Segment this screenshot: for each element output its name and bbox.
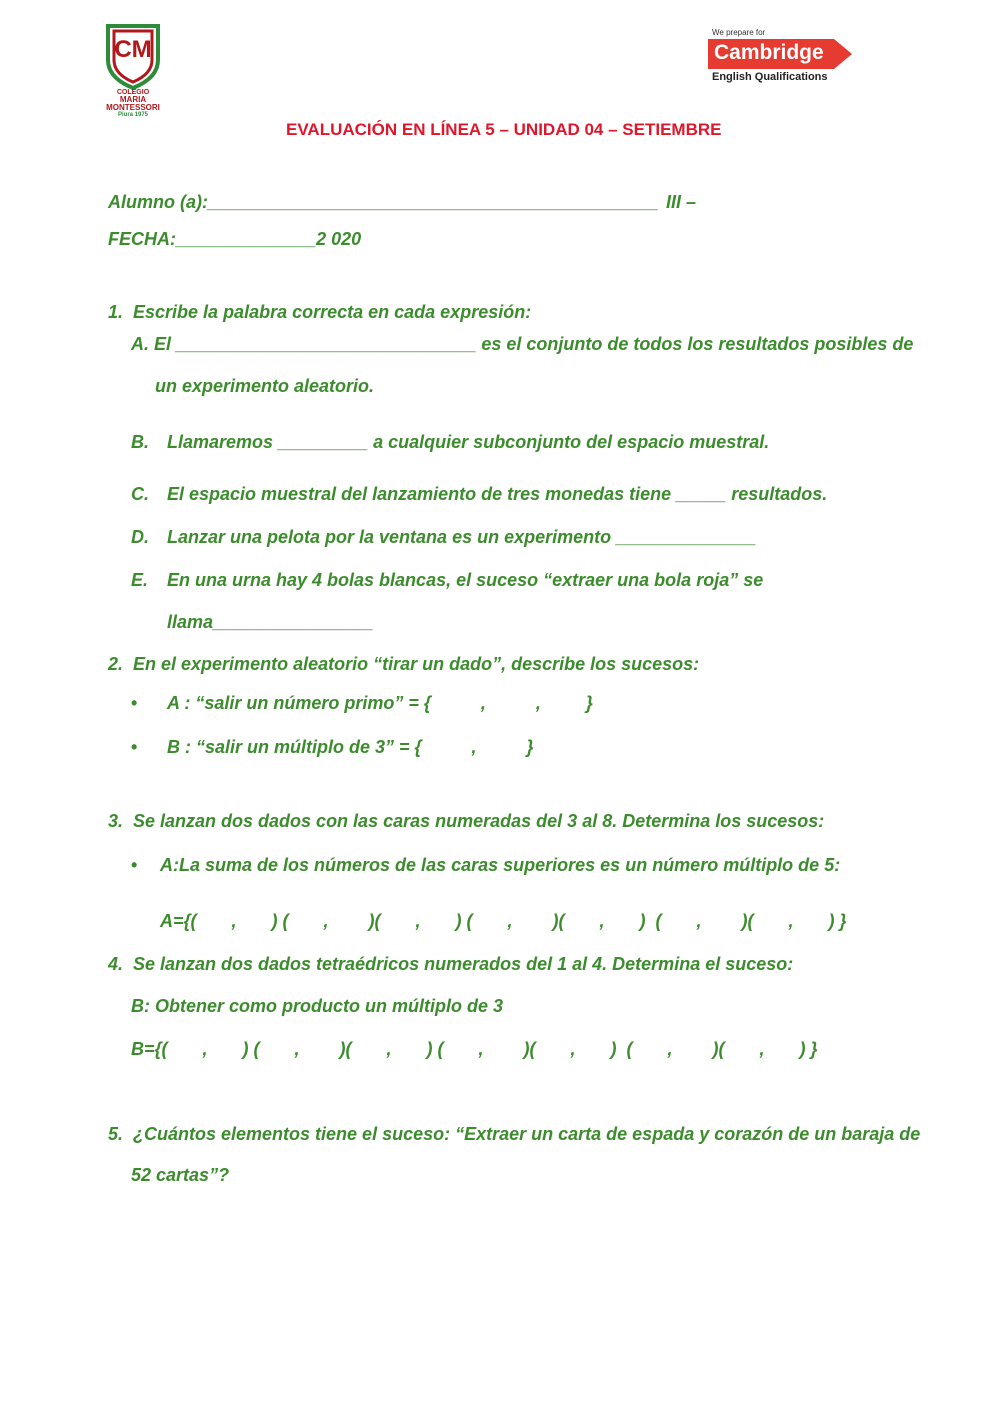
student-name-label: Alumno (a):_____________________________________________ — [108, 192, 659, 212]
q1-b-letter: B. — [131, 432, 149, 452]
cambridge-prefix: We prepare for — [712, 28, 766, 37]
school-name-line4: Piura 1975 — [117, 112, 149, 118]
q1-title: 1. Escribe la palabra correcta en cada expresión: — [108, 302, 532, 322]
page-title: EVALUACIÓN EN LÍNEA 5 – UNIDAD 04 – SETIEMBRE — [286, 120, 722, 139]
q1-c-text: El espacio muestral del lanzamiento de tres monedas tiene _____ resultados. — [167, 484, 828, 504]
q2-a-text: A : “salir un número primo” = { , , } — [167, 693, 593, 713]
cambridge-brand: Cambridge — [714, 41, 824, 64]
q3-title: 3. Se lanzan dos dados con las caras numeradas del 3 al 8. Determina los sucesos: — [108, 811, 825, 831]
q3-a-bullet: • — [131, 855, 138, 875]
q1-d-letter: D. — [131, 527, 149, 547]
q2-a-bullet: • — [131, 693, 138, 713]
q1-d-text: Lanzar una pelota por la ventana es un experimento ______________ — [167, 527, 757, 547]
q2-b-bullet: • — [131, 737, 138, 757]
school-logo — [100, 22, 166, 122]
q5-line1: 5. ¿Cuántos elementos tiene el suceso: “Extraer un carta de espada y corazón de un baraja de — [108, 1124, 921, 1144]
q2-title: 2. En el experimento aleatorio “tirar un dado”, describe los sucesos: — [108, 654, 700, 674]
q2-b-text: B : “salir un múltiplo de 3” = { , } — [167, 737, 534, 757]
q3-a-text: A:La suma de los números de las caras superiores es un número múltiplo de 5: — [160, 855, 841, 875]
q1-e-line1: En una urna hay 4 bolas blancas, el suceso “extraer una bola roja” se — [167, 570, 764, 590]
school-name-line1: COLEGIO — [116, 89, 150, 96]
q4-sub: B: Obtener como producto un múltiplo de 3 — [131, 996, 503, 1016]
school-monogram: CM — [114, 36, 152, 63]
cambridge-subtitle: English Qualifications — [712, 71, 828, 83]
school-name-line3: MONTESSORI — [106, 103, 160, 112]
q5-line2: 52 cartas”? — [131, 1165, 230, 1185]
q1-b-text: Llamaremos _________ a cualquier subconjunto del espacio muestral. — [167, 432, 770, 452]
q1-c-letter: C. — [131, 484, 149, 504]
q1-e-letter: E. — [131, 570, 149, 590]
q4-answer-set: B={( , ) ( , )( , ) ( , )( , ) ( , )( , ) } — [131, 1039, 818, 1059]
date-label: FECHA:______________2 020 — [108, 229, 362, 249]
school-name-line2: MARIA — [119, 95, 147, 104]
q4-title: 4. Se lanzan dos dados tetraédricos numerados del 1 al 4. Determina el suceso: — [108, 954, 794, 974]
q1-e-line2: llama________________ — [167, 612, 374, 632]
cambridge-logo — [708, 28, 858, 88]
student-grade: III – — [666, 192, 697, 212]
q1-a-line1: A. El ______________________________ es el conjunto de todos los resultados posibles de — [131, 334, 914, 354]
q3-answer-set: A={( , ) ( , )( , ) ( , )( , ) ( , )( , ) } — [160, 911, 847, 931]
q1-a-line2: un experimento aleatorio. — [155, 376, 375, 396]
